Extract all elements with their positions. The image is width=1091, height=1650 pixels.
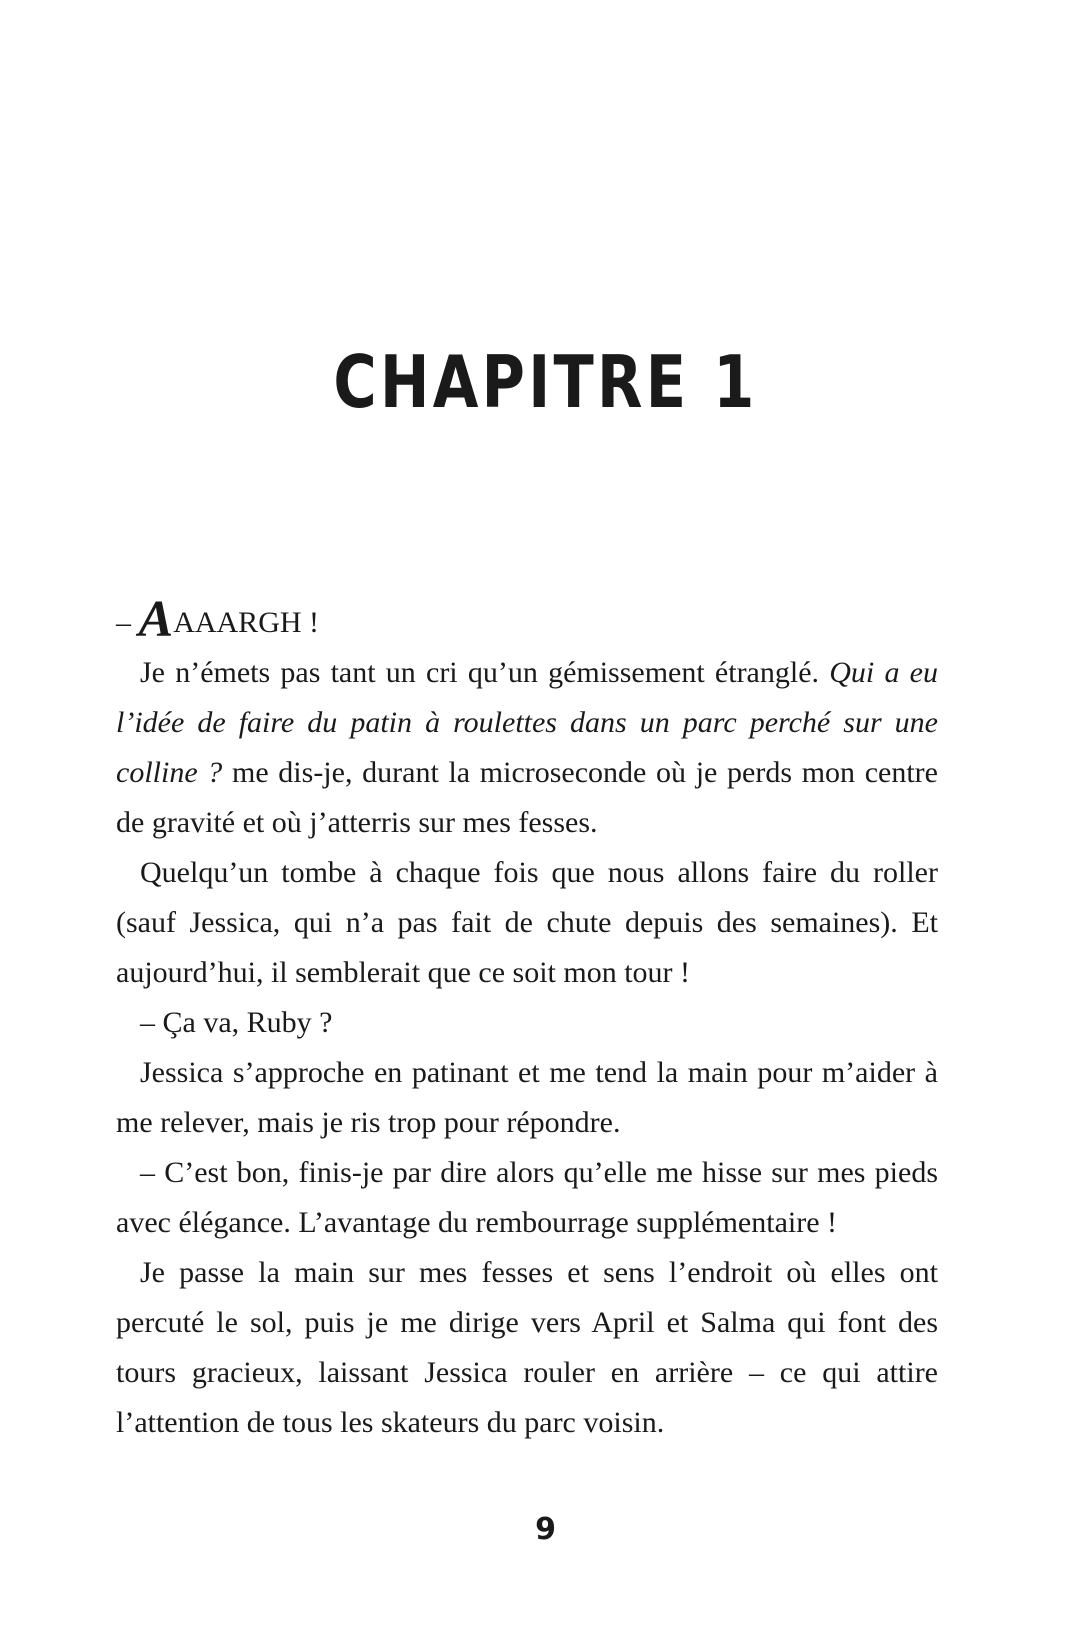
paragraph-2-italic: Qui a eu l’idée de faire du patin à roulettes dans un parc perché sur une colline ? [116, 656, 938, 789]
paragraph-7: Je passe la main sur mes fesses et sens l’endroit où elles ont percuté le sol, puis je me dirige vers April et Salma qui font des tours gracieux, laissant Jessica rouler en arrière – ce qui attire l’attention de tous les skateurs du parc voisin. [116, 1256, 938, 1439]
dropcap-letter: A [138, 591, 174, 648]
paragraph-4: – Ça va, Ruby ? [140, 1006, 333, 1039]
paragraph-2-start: Je n’émets pas tant un cri qu’un gémissement étranglé. [140, 656, 830, 689]
paragraph-3: Quelqu’un tombe à chaque fois que nous allons faire du roller (sauf Jessica, qui n’a pas fait de chute depuis des semaines). Et aujourd’hui, il semblerait que ce soit mon tour ! [116, 856, 938, 989]
paragraph-2 [116, 648, 938, 848]
exclamation-text: AAARGH ! [173, 606, 320, 639]
paragraph-6: – C’est bon, finis-je par dire alors qu’elle me hisse sur mes pieds avec élégance. L’avantage du rembourrage supplémentaire ! [116, 1156, 938, 1239]
paragraph-5: Jessica s’approche en patinant et me tend la main pour m’aider à me relever, mais je ris trop pour répondre. [116, 1056, 938, 1139]
chapter-title: CHAPITRE 1 [333, 340, 758, 424]
paragraph-1 [116, 591, 938, 648]
body-text [116, 591, 938, 1448]
dialogue-dash: – [116, 606, 139, 639]
page-number: 9 [535, 1512, 556, 1547]
paragraph-2-end: me dis-je, durant la microseconde où je perds mon centre de gravité et où j’atterris sur mes fesses. [116, 756, 938, 839]
